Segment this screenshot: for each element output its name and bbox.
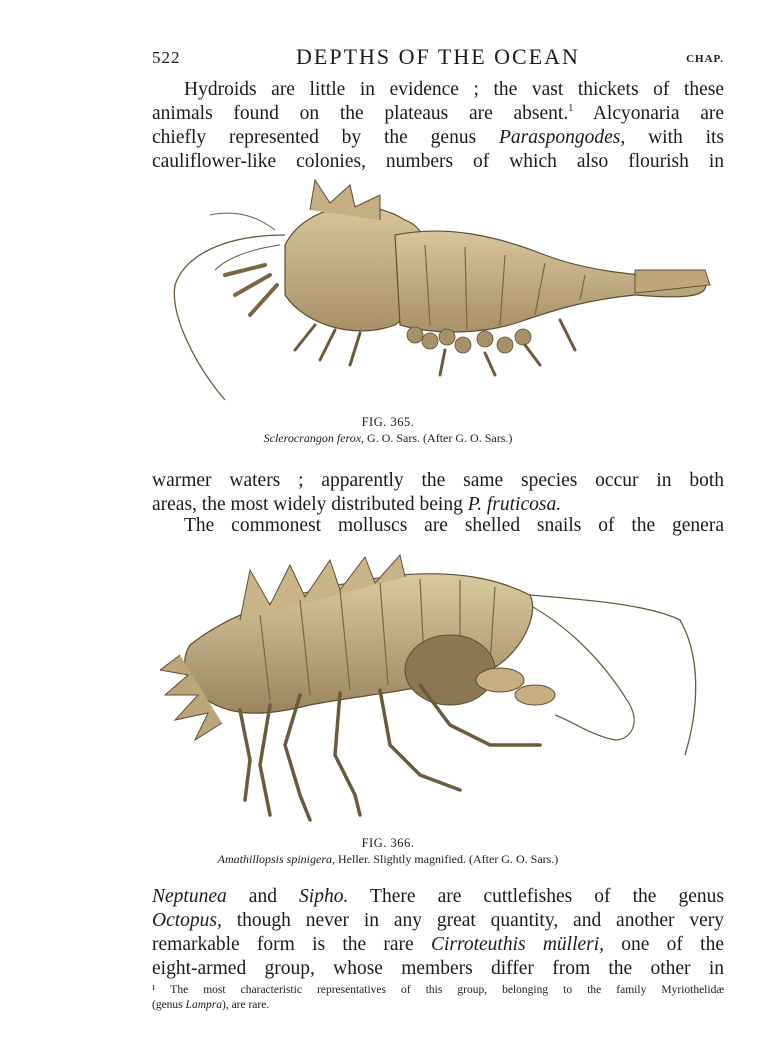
footnote-line: (genus Lampra), are rare.	[152, 999, 270, 1011]
species-name: Sclerocrangon ferox,	[263, 431, 365, 445]
paragraph-warmer-waters	[152, 469, 724, 517]
chapter-abbrev: CHAP.	[686, 53, 724, 65]
paragraph-hydroids	[152, 78, 724, 174]
figure-credit: G. O. Sars. (After G. O. Sars.)	[364, 431, 513, 445]
figure-366-illustration	[160, 545, 720, 835]
text-line: Hydroids are little in evidence ; the vast thickets of these	[184, 79, 724, 100]
shrimp-engraving	[165, 175, 715, 415]
page-number: 522	[152, 48, 181, 67]
running-title: DEPTHS OF THE OCEAN	[296, 44, 580, 69]
figure-credit: Heller. Slightly magnified. (After G. O. Sars.)	[335, 852, 559, 866]
footnote	[152, 983, 724, 1013]
figure-366-caption	[0, 835, 776, 867]
paragraph-molluscs	[152, 514, 724, 538]
text-line: remarkable form is the rare Cirroteuthis mülleri, one of the	[152, 934, 724, 955]
text-line: areas, the most widely distributed being P. fruticosa.	[152, 494, 562, 515]
species-name: Cirroteuthis mülleri,	[430, 934, 605, 955]
figure-label: FIG. 365.	[361, 415, 415, 429]
species-name: P. fruticosa.	[467, 494, 562, 515]
text-line: Neptunea and Sipho. There are cuttlefishes of the genus	[152, 886, 724, 907]
text-line: The commonest molluscs are shelled snails of the genera	[184, 515, 724, 536]
text-line: chiefly represented by the genus Paraspongodes, with its	[152, 127, 725, 148]
text-line: Octopus, though never in any great quantity, and another very	[152, 910, 724, 931]
text-line: cauliflower-like colonies, numbers of which also flourish in	[152, 151, 724, 172]
figure-label: FIG. 366.	[361, 836, 415, 850]
page-header	[152, 44, 724, 74]
text-line: animals found on the plateaus are absent.$^1$ Alcyonaria are	[152, 103, 725, 124]
genus-name: Paraspongodes,	[499, 127, 626, 148]
text-line: eight-armed group, whose members differ from the other in	[152, 958, 724, 979]
text-line: warmer waters ; apparently the same species occur in both	[152, 470, 724, 491]
paragraph-cuttlefishes	[152, 885, 724, 981]
footnote-ref: 1	[568, 103, 574, 114]
figure-365-illustration	[165, 175, 715, 420]
footnote-line: ¹ The most characteristic representatives of this group, belonging to the family Myriothelidæ	[152, 984, 724, 996]
figure-365-caption	[0, 414, 776, 446]
species-name: Amathillopsis spinigera,	[217, 852, 336, 866]
amphipod-engraving	[160, 545, 720, 830]
